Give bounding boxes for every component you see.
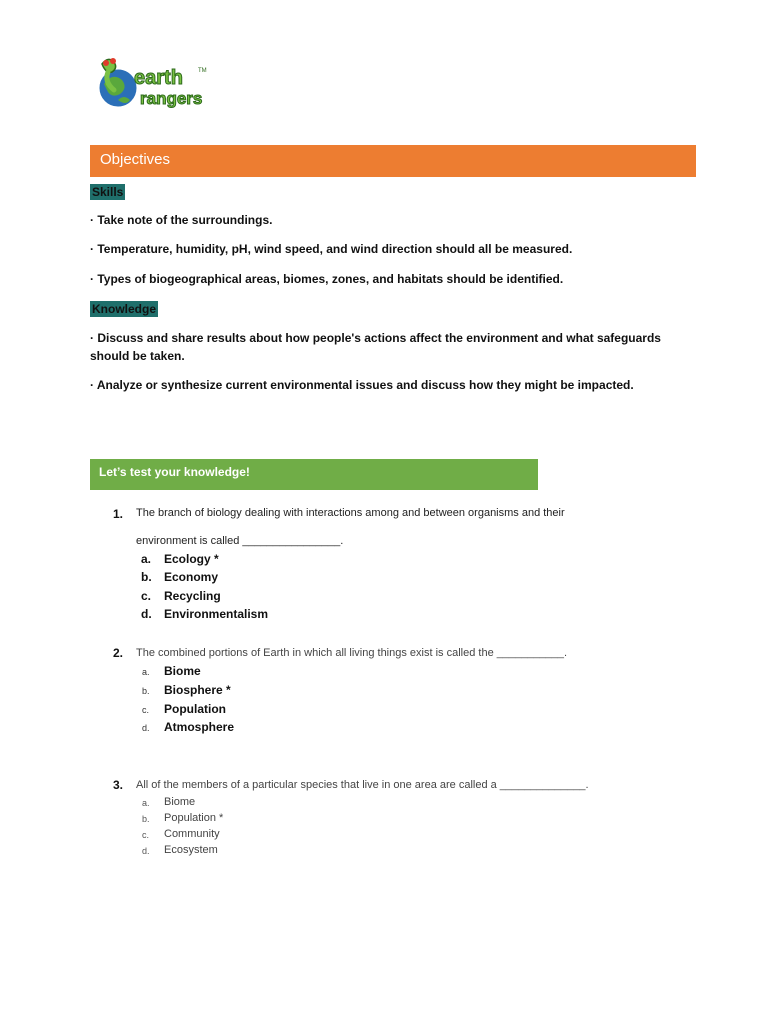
option-letter: d. [141, 607, 152, 621]
question-text: The combined portions of Earth in which all living things exist is called the ___________. [136, 647, 568, 659]
option-letter: d. [142, 846, 150, 856]
option-ecology[interactable]: Ecology * [164, 552, 219, 566]
svg-text:TM: TM [198, 68, 207, 74]
option-environmentalism[interactable]: Environmentalism [164, 607, 269, 621]
option-letter: a. [141, 552, 152, 566]
quiz-header [90, 459, 538, 490]
option-population[interactable]: Population * [164, 812, 224, 824]
question-number: 1. [113, 507, 124, 521]
question-number: 3. [113, 778, 124, 792]
svg-text:earth: earth [134, 67, 183, 89]
option-letter: c. [141, 589, 152, 603]
option-letter: a. [142, 798, 150, 808]
option-letter: b. [142, 814, 150, 824]
skill-item: · Temperature, humidity, pH, wind speed, and wind direction should all be measured. [90, 242, 573, 256]
knowledge-item: · Discuss and share results about how people's actions affect the environment and what safeguards [90, 331, 661, 345]
knowledge-item: · Analyze or synthesize current environmental issues and discuss how they might be impacted. [90, 378, 634, 392]
option-biosphere[interactable]: Biosphere * [164, 683, 231, 697]
question-text: environment is called ________________. [136, 535, 344, 547]
option-biome[interactable]: Biome [164, 796, 196, 808]
question-text: All of the members of a particular species that live in one area are called a ______________. [136, 779, 589, 791]
knowledge-item: should be taken. [90, 349, 185, 363]
question-number: 2. [113, 646, 124, 660]
earth-rangers-logo [94, 50, 208, 120]
objectives-title: Objectives [100, 151, 171, 168]
quiz-title: Let’s test your knowledge! [99, 465, 250, 479]
skill-item: · Types of biogeographical areas, biomes, zones, and habitats should be identified. [90, 272, 564, 286]
option-letter: a. [142, 667, 150, 677]
skills-label: Skills [92, 185, 124, 199]
option-letter: b. [141, 570, 152, 584]
option-biome[interactable]: Biome [164, 664, 201, 678]
objectives-header [90, 145, 696, 177]
svg-text:rangers: rangers [140, 89, 203, 108]
question-text: The branch of biology dealing with interactions among and between organisms and their [136, 507, 565, 519]
option-population[interactable]: Population [164, 702, 226, 716]
knowledge-label: Knowledge [92, 302, 157, 316]
option-recycling[interactable]: Recycling [164, 589, 221, 603]
option-letter: d. [142, 723, 150, 733]
option-letter: c. [142, 830, 150, 840]
option-economy[interactable]: Economy [164, 570, 219, 584]
option-letter: b. [142, 686, 150, 696]
skill-item: · Take note of the surroundings. [90, 213, 273, 227]
option-community[interactable]: Community [164, 828, 220, 840]
option-atmosphere[interactable]: Atmosphere [164, 720, 235, 734]
option-ecosystem[interactable]: Ecosystem [164, 844, 218, 856]
option-letter: c. [142, 705, 150, 715]
